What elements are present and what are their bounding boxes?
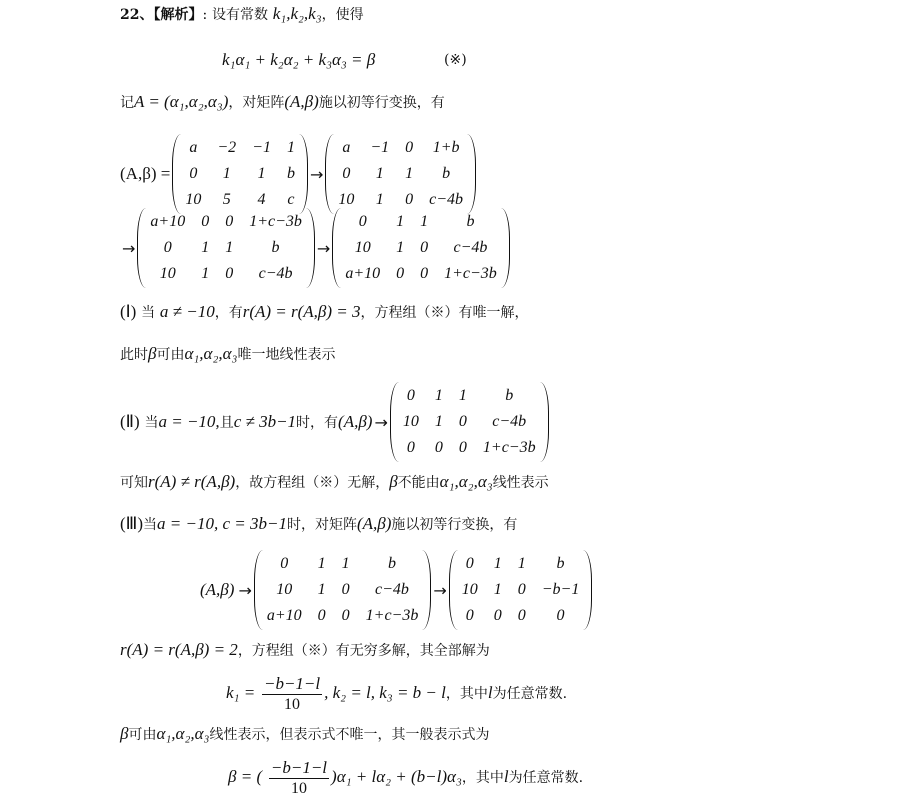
case-3-mid: 时，对矩阵 — [286, 517, 357, 533]
case-2-conc-post: 线性表示 — [492, 475, 549, 491]
header-colon: : — [202, 7, 208, 23]
problem-number: 22、 — [120, 7, 154, 23]
matrix-cell: a+10 — [150, 213, 186, 230]
matrix-row — [454, 551, 588, 577]
matrix-cell: 0 — [225, 213, 234, 230]
define-expr: A = (α₁,α₂,α₃) — [134, 92, 229, 111]
case-3-cond: a = −10, c = 3b−1 — [157, 514, 287, 533]
matrix-row — [330, 135, 471, 161]
case-2-cond2: c ≠ 3b−1 — [233, 412, 297, 431]
matrix-row — [337, 261, 505, 287]
matrix-2 — [325, 134, 476, 214]
matrix-row-1 — [120, 134, 476, 214]
k-rest: , k₂ = l, k₃ = b − l — [324, 683, 446, 702]
final-expression — [228, 756, 583, 799]
matrix-row — [142, 261, 310, 287]
matrix-cell: b — [505, 387, 514, 404]
matrix-5 — [390, 382, 549, 462]
matrix-cell: 0 — [405, 191, 414, 208]
matrix-cell: −b−1 — [541, 581, 580, 598]
arrow-icon: → — [316, 238, 331, 258]
case-1-rank: r(A) = r(A,β) = 3 — [242, 302, 361, 321]
matrix-cell: 0 — [420, 239, 429, 256]
matrix-cell: c−4b — [429, 191, 464, 208]
case-1-when: 当 — [141, 305, 156, 321]
matrix-cell: 0 — [493, 607, 502, 624]
matrix-cell: −1 — [370, 139, 390, 156]
matrix-cell: −2 — [217, 139, 237, 156]
matrix-cell: 1+c−3b — [365, 607, 419, 624]
matrix-cell: 0 — [517, 581, 526, 598]
matrix-cell: 1 — [225, 239, 234, 256]
matrix-cell: c−4b — [375, 581, 409, 598]
matrix-label: (A,β) = — [120, 164, 171, 183]
matrix-row — [395, 409, 544, 435]
case-2-label: (Ⅱ) — [120, 412, 140, 431]
matrix-cell: 1 — [286, 139, 295, 156]
matrix-cell: 1+c−3b — [482, 439, 536, 456]
matrix-cell: 0 — [465, 607, 474, 624]
matrix-cell: a — [342, 139, 351, 156]
define-post: 施以初等行变换，有 — [318, 95, 445, 111]
matrix-cell: 0 — [163, 239, 172, 256]
matrix-cell: c−4b — [258, 265, 293, 282]
matrix-cell: 10 — [461, 581, 478, 598]
matrix-cell: 1 — [405, 165, 414, 182]
matrix-row — [337, 235, 505, 261]
case-1-beta: β — [148, 344, 157, 363]
final-lhs: β = ( — [228, 767, 263, 786]
analysis-label: 【解析】 — [153, 7, 203, 23]
final-denominator: 10 — [290, 779, 307, 797]
matrix-cell: b — [466, 213, 475, 230]
repr-mid: 可由 — [128, 727, 157, 743]
main-equation — [222, 50, 375, 70]
matrix-cell: 10 — [185, 191, 202, 208]
define-expr2: (A,β) — [284, 92, 319, 111]
matrix-row — [259, 551, 427, 577]
final-numerator: −b−1−l — [270, 757, 328, 777]
matrix-cell: 1 — [517, 555, 526, 572]
matrix-cell: 0 — [201, 213, 210, 230]
k1-lhs: k₁ = — [226, 683, 256, 702]
matrix-cell: 0 — [280, 555, 289, 572]
final-rest: )α₁ + lα₂ + (b−l)α₃ — [331, 767, 462, 786]
matrix-cell: 1 — [493, 555, 502, 572]
case-2-rank: r(A) ≠ r(A,β) — [148, 472, 236, 491]
case-1-mid2: 可由 — [156, 347, 185, 363]
matrix-cell: 1 — [201, 239, 210, 256]
final-fraction — [269, 758, 329, 799]
case-1-pre2: 此时 — [120, 347, 148, 363]
matrix-cell: 1 — [257, 165, 266, 182]
k-l: l — [487, 683, 493, 702]
case-2-beta: β — [389, 472, 398, 491]
matrix-row — [142, 209, 310, 235]
matrix-cell: 0 — [458, 439, 467, 456]
matrix-cell: 1 — [317, 555, 326, 572]
matrix-cell: 10 — [354, 239, 371, 256]
matrix-cell: 1 — [420, 213, 429, 230]
problem-header — [120, 4, 364, 25]
matrix-cell: 0 — [458, 413, 467, 430]
case-1-label: (Ⅰ) — [120, 302, 137, 321]
matrix-cell: b — [556, 555, 565, 572]
matrix-cell: −1 — [252, 139, 271, 156]
matrix-cell: 0 — [517, 607, 526, 624]
matrix-cell: b — [442, 165, 451, 182]
matrix-cell: 1 — [317, 581, 326, 598]
matrix-row — [395, 383, 544, 409]
case-1-post: ，方程组（※）有唯一解， — [360, 305, 529, 321]
case-2-alphas: α₁,α₂,α₃ — [439, 472, 493, 491]
arrow-icon: → — [374, 412, 388, 432]
matrix-row-3 — [200, 550, 592, 630]
case-2-conc-pre: 可知 — [120, 475, 148, 491]
matrix-cell: 0 — [465, 555, 474, 572]
matrix-cell: 1 — [493, 581, 502, 598]
matrix-label-3: (A,β) — [200, 580, 235, 599]
matrix-3 — [137, 208, 315, 288]
matrix-cell: 10 — [159, 265, 176, 282]
matrix-cell: 0 — [420, 265, 429, 282]
matrix-cell: 1 — [434, 413, 443, 430]
matrix-cell: 0 — [225, 265, 234, 282]
matrix-cell: 0 — [341, 581, 350, 598]
matrix-cell: 0 — [189, 165, 198, 182]
matrix-cell: 1 — [458, 387, 467, 404]
matrix-7 — [449, 550, 593, 630]
case-3-rank: r(A) = r(A,β) = 2 — [120, 640, 238, 659]
final-note: ，其中 — [461, 770, 504, 786]
final-note2: 为任意常数. — [508, 770, 584, 786]
matrix-cell: 1+c−3b — [249, 213, 302, 230]
matrix-row — [330, 161, 471, 187]
case-1-post2: 唯一地线性表示 — [237, 347, 336, 363]
matrix-cell: a+10 — [266, 607, 302, 624]
case-3-post: 施以初等行变换，有 — [391, 517, 518, 533]
k-note2: 为任意常数. — [492, 686, 568, 702]
matrix-cell: 5 — [222, 191, 231, 208]
arrow-icon: → — [309, 164, 324, 184]
matrix-cell: 0 — [406, 387, 415, 404]
matrix-cell: 0 — [396, 265, 405, 282]
matrix-row — [177, 135, 303, 161]
matrix-cell: 0 — [434, 439, 443, 456]
case-2-conc-mid2: 不能由 — [397, 475, 440, 491]
matrix-cell: 0 — [317, 607, 326, 624]
define-pre: 记 — [120, 95, 134, 111]
case-3-line — [120, 514, 517, 535]
case-3-ab: (A,β) — [356, 514, 392, 533]
matrix-4 — [332, 208, 510, 288]
case-3-rank-post: ，方程组（※）有无穷多解，其全部解为 — [237, 643, 490, 659]
case-2-conc-mid: ，故方程组（※）无解， — [235, 475, 390, 491]
matrix-row — [259, 577, 427, 603]
case-2-cond: a = −10, — [158, 412, 220, 431]
matrix-cell: b — [271, 239, 280, 256]
k1-denominator: 10 — [284, 695, 301, 713]
matrix-row — [395, 435, 544, 461]
matrix-row — [454, 603, 588, 629]
solution-line — [226, 672, 567, 715]
matrix-cell: c−4b — [492, 413, 527, 430]
matrix-cell: 10 — [276, 581, 293, 598]
arrow-icon: → — [238, 580, 252, 600]
define-mid: ，对矩阵 — [228, 95, 285, 111]
matrix-cell: 1 — [222, 165, 231, 182]
matrix-cell: 10 — [402, 413, 419, 430]
k1-fraction — [262, 674, 322, 715]
define-line — [120, 92, 445, 113]
case-2-when: 当 — [144, 415, 159, 431]
matrix-cell: a — [189, 139, 198, 156]
case-3-rank-line — [120, 640, 490, 661]
matrix-row — [454, 577, 588, 603]
case-3-label: (Ⅲ) — [120, 514, 144, 533]
case-1-line — [120, 302, 529, 323]
equation-expr: k₁α₁ + k₂α₂ + k₃α₃ = β — [222, 50, 376, 69]
k1-numerator: −b−1−l — [263, 673, 321, 693]
matrix-cell: b — [286, 165, 295, 182]
matrix-row — [259, 603, 427, 629]
matrix-cell: 1 — [396, 213, 405, 230]
case-1-line-2 — [120, 344, 335, 365]
case-1-mid: ，有 — [214, 305, 243, 321]
matrix-cell: a+10 — [345, 265, 381, 282]
matrix-cell: 1 — [341, 555, 350, 572]
matrix-row — [142, 235, 310, 261]
matrix-cell: 1 — [434, 387, 443, 404]
repr-post: 线性表示，但表示式不唯一，其一般表示式为 — [209, 727, 490, 743]
header-intro: 设有常数 — [211, 7, 268, 23]
case-2-conclusion — [120, 472, 549, 493]
k-note: ，其中 — [445, 686, 488, 702]
arrow-icon: → — [122, 238, 136, 258]
case-1-alphas: α₁,α₂,α₃ — [184, 344, 238, 363]
matrix-cell: 0 — [358, 213, 367, 230]
final-l: l — [503, 767, 509, 786]
matrix-cell: 1 — [201, 265, 210, 282]
matrix-cell: 0 — [405, 139, 414, 156]
case-2-when-end: 时，有 — [296, 415, 339, 431]
matrix-cell: 0 — [556, 607, 565, 624]
matrix-cell: 4 — [257, 191, 266, 208]
matrix-6 — [254, 550, 432, 630]
matrix-cell: 1+c−3b — [444, 265, 497, 282]
matrix-row-2 — [120, 208, 510, 288]
matrix-cell: 1 — [396, 239, 405, 256]
matrix-cell: 1 — [375, 165, 384, 182]
header-tail: ，使得 — [321, 7, 364, 23]
representation-line — [120, 724, 489, 745]
repr-alphas: α₁,α₂,α₃ — [156, 724, 210, 743]
case-2-and: 且 — [219, 415, 234, 431]
matrix-cell: 1 — [375, 191, 384, 208]
matrix-row — [177, 161, 303, 187]
matrix-row — [337, 209, 505, 235]
matrix-cell: b — [387, 555, 396, 572]
matrix-cell: c−4b — [453, 239, 488, 256]
matrix-cell: 0 — [341, 607, 350, 624]
matrix-cell: 0 — [342, 165, 351, 182]
arrow-icon: → — [433, 580, 447, 600]
matrix-cell: 10 — [338, 191, 355, 208]
case-3-when: 当 — [143, 517, 158, 533]
matrix-cell: c — [287, 191, 295, 208]
case-2-ab: (A,β) — [338, 412, 373, 431]
equation-tag: (※) — [444, 52, 467, 68]
matrix-cell: 0 — [406, 439, 415, 456]
case-2-line — [120, 382, 549, 462]
matrix-1 — [172, 134, 308, 214]
constants-k: k₁,k₂,k₃ — [272, 4, 322, 23]
repr-beta: β — [120, 724, 129, 743]
case-1-cond: a ≠ −10 — [159, 302, 215, 321]
matrix-cell: 1+b — [432, 139, 460, 156]
